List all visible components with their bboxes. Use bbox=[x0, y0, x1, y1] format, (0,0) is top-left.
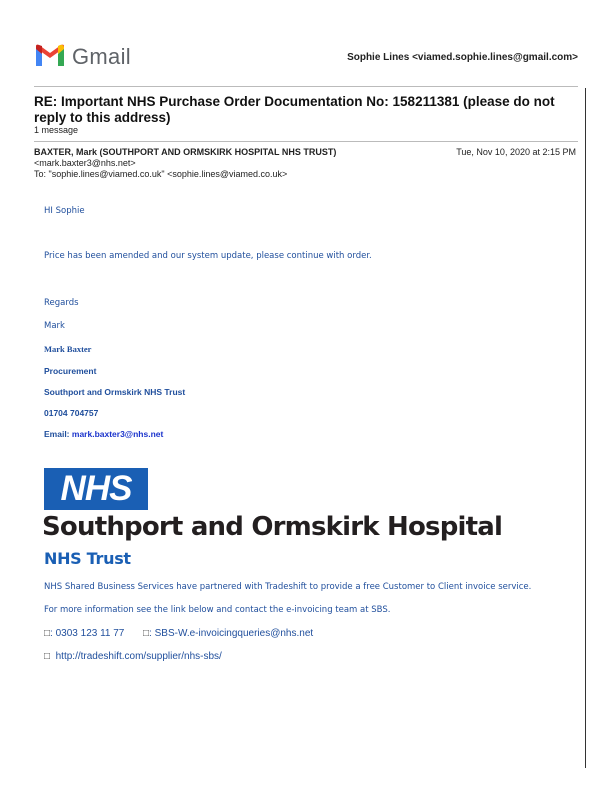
subject-divider bbox=[34, 141, 578, 142]
message-date: Tue, Nov 10, 2020 at 2:15 PM bbox=[456, 147, 576, 157]
footer-email-link[interactable]: : SBS-W.e-invoicingqueries@nhs.net bbox=[149, 628, 314, 639]
gmail-wordmark: Gmail bbox=[72, 44, 131, 69]
nhs-logo bbox=[44, 468, 148, 510]
thread-subject: RE: Important NHS Purchase Order Documentation No: 158211381 (please do not reply to this address) bbox=[34, 94, 555, 125]
page-edge-line bbox=[585, 88, 586, 768]
footer-phone-number: : 0303 123 11 77 bbox=[50, 628, 125, 639]
signature-dept: Procurement bbox=[44, 366, 97, 376]
footer-link[interactable]: http://tradeshift.com/supplier/nhs-sbs/ bbox=[55, 651, 222, 662]
link-icon: □ bbox=[44, 651, 51, 662]
footer-link-row bbox=[44, 651, 222, 662]
signature-email-row bbox=[44, 429, 163, 439]
body-line: Price has been amended and our system update, please continue with order. bbox=[44, 251, 372, 261]
phone-icon: □ bbox=[44, 628, 51, 639]
footer-line-1: NHS Shared Business Services have partnered with Tradeshift to provide a free Customer to Client invoice service. bbox=[44, 582, 532, 592]
regards: Regards bbox=[44, 298, 79, 308]
footer-phone bbox=[44, 628, 124, 639]
header-divider bbox=[34, 86, 578, 87]
account-label: Sophie Lines <viamed.sophie.lines@gmail.com> bbox=[347, 52, 578, 63]
greeting: HI Sophie bbox=[44, 206, 85, 216]
signature-phone: 01704 704757 bbox=[44, 408, 99, 418]
gmail-logo-icon bbox=[34, 44, 66, 68]
trust-name: NHS Trust bbox=[44, 549, 131, 568]
nhs-logo-text: NHS bbox=[60, 469, 132, 508]
signature-name: Mark Baxter bbox=[44, 344, 92, 354]
recipient-line: To: "sophie.lines@viamed.co.uk" <sophie.lines@viamed.co.uk> bbox=[34, 169, 288, 179]
email-icon: □ bbox=[143, 628, 150, 639]
first-name: Mark bbox=[44, 321, 65, 331]
sender-name: BAXTER, Mark (SOUTHPORT AND ORMSKIRK HOSPITAL NHS TRUST) bbox=[34, 147, 337, 157]
sender-email: <mark.baxter3@nhs.net> bbox=[34, 158, 136, 168]
signature-email-link[interactable]: mark.baxter3@nhs.net bbox=[71, 429, 164, 439]
message-count: 1 message bbox=[34, 125, 79, 135]
hospital-name: Southport and Ormskirk Hospital bbox=[42, 512, 503, 542]
signature-email-label: Email: bbox=[44, 429, 70, 439]
footer-line-2: For more information see the link below and contact the e-invoicing team at SBS. bbox=[44, 605, 391, 615]
footer-email bbox=[143, 628, 313, 639]
signature-org: Southport and Ormskirk NHS Trust bbox=[44, 387, 186, 397]
